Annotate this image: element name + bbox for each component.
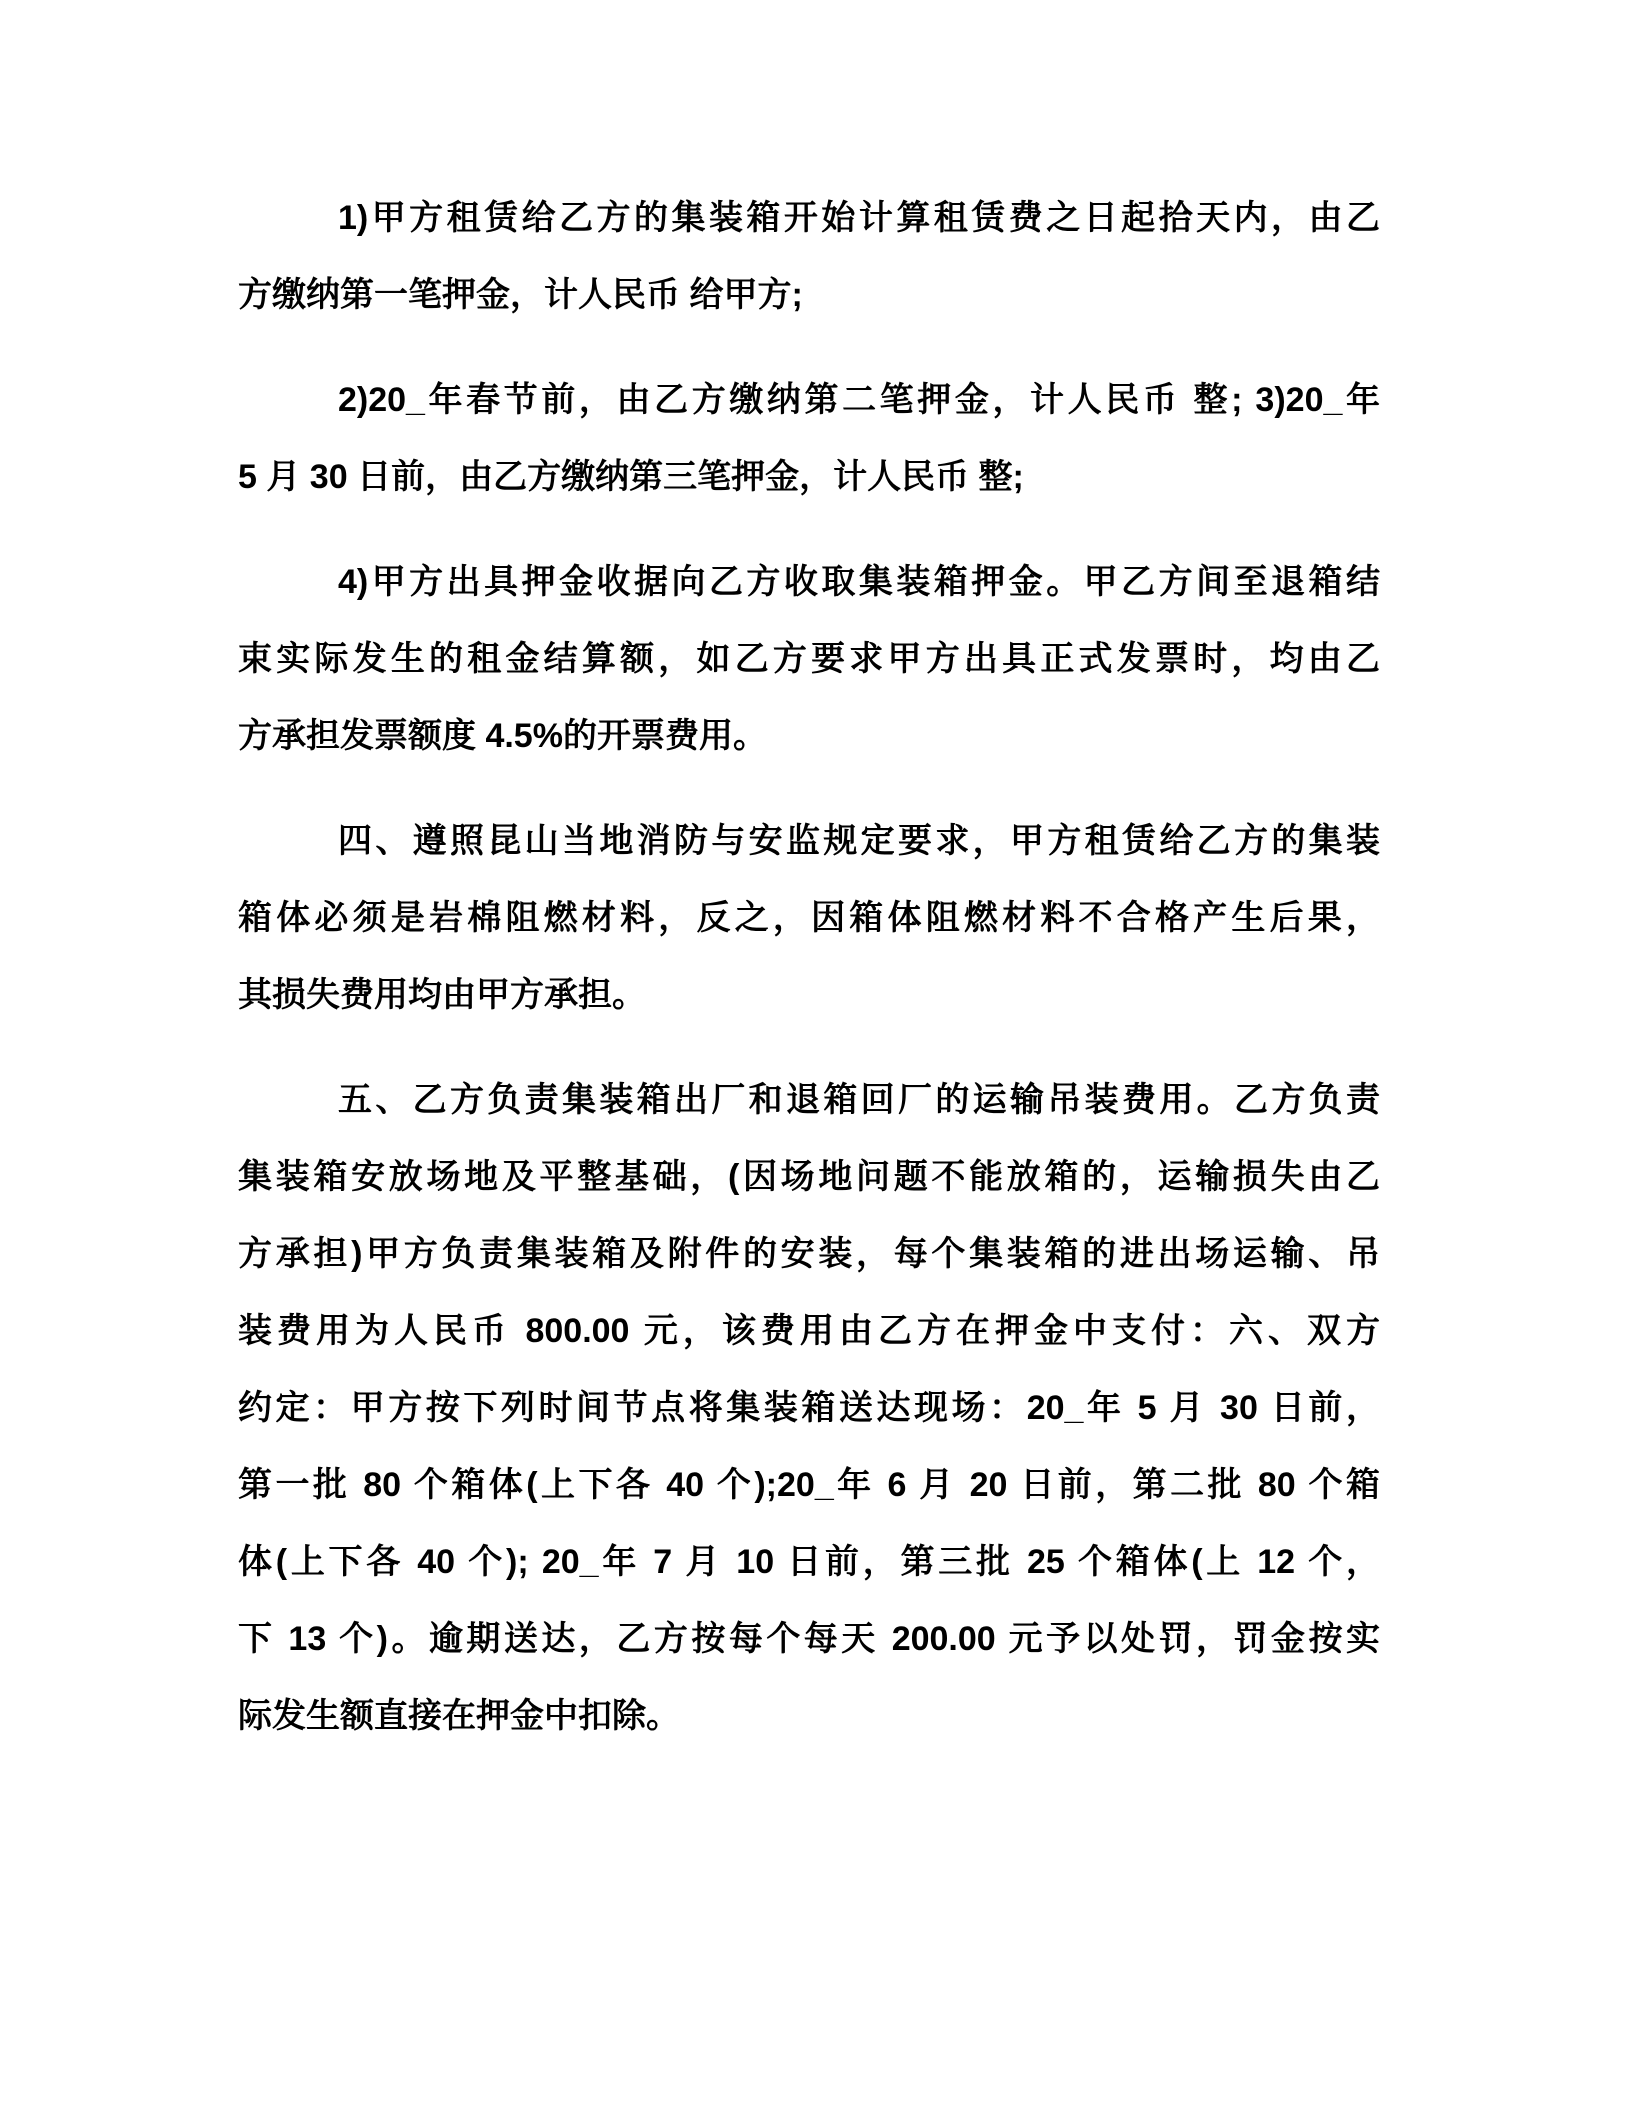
text-line: 装费用为人民币 800.00 元，该费用由乙方在押金中支付：六、双方: [238, 1312, 1380, 1350]
text-line: 五、乙方负责集装箱出厂和退箱回厂的运输吊装费用。乙方负责: [338, 1081, 1380, 1119]
text-line: 4)甲方出具押金收据向乙方收取集装箱押金。甲乙方间至退箱结: [338, 563, 1380, 601]
text-line: 2)20_年春节前，由乙方缴纳第二笔押金，计人民币 整; 3)20_年: [338, 381, 1380, 419]
paragraph: [238, 544, 1380, 775]
text-line: 1)甲方租赁给乙方的集装箱开始计算租赁费之日起拾天内，由乙: [338, 199, 1380, 237]
text-line: 其损失费用均由甲方承担。: [238, 976, 646, 1014]
paragraph: [238, 1062, 1380, 1755]
paragraph: [238, 180, 1380, 334]
text-line: 方缴纳第一笔押金，计人民币 给甲方;: [238, 276, 803, 314]
text-line: 5 月 30 日前，由乙方缴纳第三笔押金，计人民币 整;: [238, 458, 1024, 496]
text-line: 体(上下各 40 个); 20_年 7 月 10 日前，第三批 25 个箱体(上 12 个，: [238, 1543, 1380, 1581]
text-line: 际发生额直接在押金中扣除。: [238, 1697, 680, 1735]
text-line: 四、遵照昆山当地消防与安监规定要求，甲方租赁给乙方的集装: [338, 822, 1380, 860]
text-line: 方承担)甲方负责集装箱及附件的安装，每个集装箱的进出场运输、吊: [238, 1235, 1380, 1273]
text-line: 方承担发票额度 4.5%的开票费用。: [238, 717, 767, 755]
paragraph: [238, 362, 1380, 516]
contract-body: [238, 180, 1380, 1783]
text-line: 下 13 个)。逾期送达，乙方按每个每天 200.00 元予以处罚，罚金按实: [238, 1620, 1380, 1658]
text-line: 箱体必须是岩棉阻燃材料，反之，因箱体阻燃材料不合格产生后果，: [238, 899, 1380, 937]
text-line: 第一批 80 个箱体(上下各 40 个);20_年 6 月 20 日前，第二批 80 个箱: [238, 1466, 1380, 1504]
text-line: 约定：甲方按下列时间节点将集装箱送达现场：20_年 5 月 30 日前，: [238, 1389, 1380, 1427]
paragraph: [238, 803, 1380, 1034]
text-line: 束实际发生的租金结算额，如乙方要求甲方出具正式发票时，均由乙: [238, 640, 1380, 678]
text-line: 集装箱安放场地及平整基础，(因场地问题不能放箱的，运输损失由乙: [238, 1158, 1380, 1196]
